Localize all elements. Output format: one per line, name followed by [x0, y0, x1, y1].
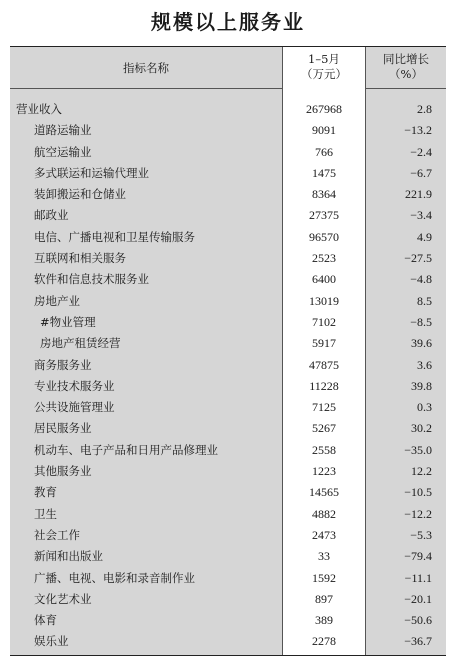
table-row — [10, 610, 446, 631]
table-row — [10, 397, 446, 418]
growth-rate: −50.6 — [404, 613, 432, 628]
growth-rate: −2.4 — [410, 144, 432, 159]
revenue-value: 4882 — [312, 506, 336, 521]
header-percent: （%） — [389, 67, 423, 81]
table-row — [10, 546, 446, 567]
table-body — [10, 99, 446, 653]
indicator-name: 卫生 — [34, 506, 57, 521]
header-indicator-name: 指标名称 — [123, 61, 169, 75]
indicator-name: 广播、电视、电影和录音制作业 — [34, 570, 195, 585]
revenue-value: 8364 — [312, 187, 336, 202]
header-value-column — [282, 47, 366, 89]
indicator-name: 公共设施管理业 — [34, 400, 115, 415]
growth-rate: 4.9 — [417, 229, 432, 244]
growth-rate: −10.5 — [404, 485, 432, 500]
table-row — [10, 504, 446, 525]
revenue-value: 2278 — [312, 634, 336, 649]
revenue-value: 13019 — [309, 293, 339, 308]
indicator-name: 互联网和相关服务 — [34, 251, 126, 266]
indicator-name: 装卸搬运和仓储业 — [34, 187, 126, 202]
table-row — [10, 227, 446, 248]
data-table — [10, 46, 446, 656]
growth-rate: −4.8 — [410, 272, 432, 287]
revenue-value: 96570 — [309, 229, 339, 244]
growth-rate: −11.1 — [404, 570, 432, 585]
growth-rate: −8.5 — [410, 314, 432, 329]
growth-rate: −36.7 — [404, 634, 432, 649]
growth-rate: 2.8 — [417, 102, 432, 116]
table-row — [10, 184, 446, 205]
table-row — [10, 440, 446, 461]
growth-rate: 39.6 — [411, 336, 432, 351]
table-header — [10, 47, 446, 89]
revenue-value: 1592 — [312, 570, 336, 585]
growth-rate: 39.8 — [411, 378, 432, 393]
growth-rate: 30.2 — [411, 421, 432, 436]
revenue-value: 766 — [315, 144, 333, 159]
indicator-name: 航空运输业 — [34, 144, 92, 159]
indicator-name: 房地产租赁经营 — [40, 336, 121, 351]
growth-rate: −3.4 — [410, 208, 432, 223]
indicator-name: 营业收入 — [16, 102, 62, 116]
revenue-value: 11228 — [309, 378, 339, 393]
table-row — [10, 482, 446, 503]
table-row — [10, 291, 446, 312]
revenue-value: 27375 — [309, 208, 339, 223]
table-row — [10, 248, 446, 269]
revenue-value: 1475 — [312, 165, 336, 180]
page-title: 规模以上服务业 — [151, 10, 305, 34]
table-row — [10, 312, 446, 333]
revenue-value: 2473 — [312, 527, 336, 542]
header-unit: （万元） — [301, 67, 347, 81]
indicator-name: 娱乐业 — [34, 634, 69, 649]
revenue-value: 389 — [315, 613, 333, 628]
table-row — [10, 461, 446, 482]
revenue-value: 2558 — [312, 442, 336, 457]
indicator-name: 文化艺术业 — [34, 591, 92, 606]
table-row — [10, 525, 446, 546]
indicator-name: 社会工作 — [34, 527, 80, 542]
table-row — [10, 333, 446, 354]
revenue-value: 267968 — [306, 102, 342, 116]
revenue-value: 7102 — [312, 314, 336, 329]
indicator-name: 教育 — [34, 485, 57, 500]
header-growth-column — [366, 47, 446, 89]
indicator-name: #物业管理 — [40, 314, 96, 329]
growth-rate: −6.7 — [410, 165, 432, 180]
indicator-name: 体育 — [34, 613, 57, 628]
growth-rate: 0.3 — [417, 400, 432, 415]
growth-rate: −5.3 — [410, 527, 432, 542]
table-row — [10, 376, 446, 397]
revenue-value: 14565 — [309, 485, 339, 500]
indicator-name: 商务服务业 — [34, 357, 92, 372]
indicator-name: 居民服务业 — [34, 421, 92, 436]
table-row — [10, 589, 446, 610]
table-row — [10, 418, 446, 439]
growth-rate: −20.1 — [404, 591, 432, 606]
revenue-value: 2523 — [312, 251, 336, 266]
growth-rate: 3.6 — [417, 357, 432, 372]
revenue-value: 7125 — [312, 400, 336, 415]
revenue-value: 5267 — [312, 421, 336, 436]
indicator-name: 多式联运和运输代理业 — [34, 165, 149, 180]
table-row — [10, 355, 446, 376]
growth-rate: 221.9 — [405, 187, 432, 202]
revenue-value: 6400 — [312, 272, 336, 287]
header-growth: 同比增长 — [383, 52, 429, 66]
table-row — [10, 120, 446, 141]
indicator-name: 其他服务业 — [34, 464, 92, 479]
revenue-value: 9091 — [312, 123, 336, 138]
table-row — [10, 631, 446, 652]
table-row — [10, 142, 446, 163]
table-row — [10, 163, 446, 184]
indicator-name: 电信、广播电视和卫星传输服务 — [34, 229, 195, 244]
revenue-value: 1223 — [312, 464, 336, 479]
table-row — [10, 99, 446, 120]
revenue-value: 47875 — [309, 357, 339, 372]
revenue-value: 33 — [318, 549, 330, 564]
growth-rate: −27.5 — [404, 251, 432, 266]
indicator-name: 房地产业 — [34, 293, 80, 308]
growth-rate: −12.2 — [404, 506, 432, 521]
growth-rate: 8.5 — [417, 293, 432, 308]
indicator-name: 邮政业 — [34, 208, 69, 223]
growth-rate: −35.0 — [404, 442, 432, 457]
growth-rate: −79.4 — [404, 549, 432, 564]
indicator-name: 道路运输业 — [34, 123, 92, 138]
growth-rate: 12.2 — [411, 464, 432, 479]
table-row — [10, 269, 446, 290]
header-period: 1–5月 — [308, 52, 340, 66]
revenue-value: 5917 — [312, 336, 336, 351]
indicator-name: 新闻和出版业 — [34, 549, 103, 564]
table-row — [10, 568, 446, 589]
indicator-name: 机动车、电子产品和日用产品修理业 — [34, 442, 218, 457]
revenue-value: 897 — [315, 591, 333, 606]
indicator-name: 专业技术服务业 — [34, 378, 115, 393]
indicator-name: 软件和信息技术服务业 — [34, 272, 149, 287]
table-row — [10, 205, 446, 226]
growth-rate: −13.2 — [404, 123, 432, 138]
